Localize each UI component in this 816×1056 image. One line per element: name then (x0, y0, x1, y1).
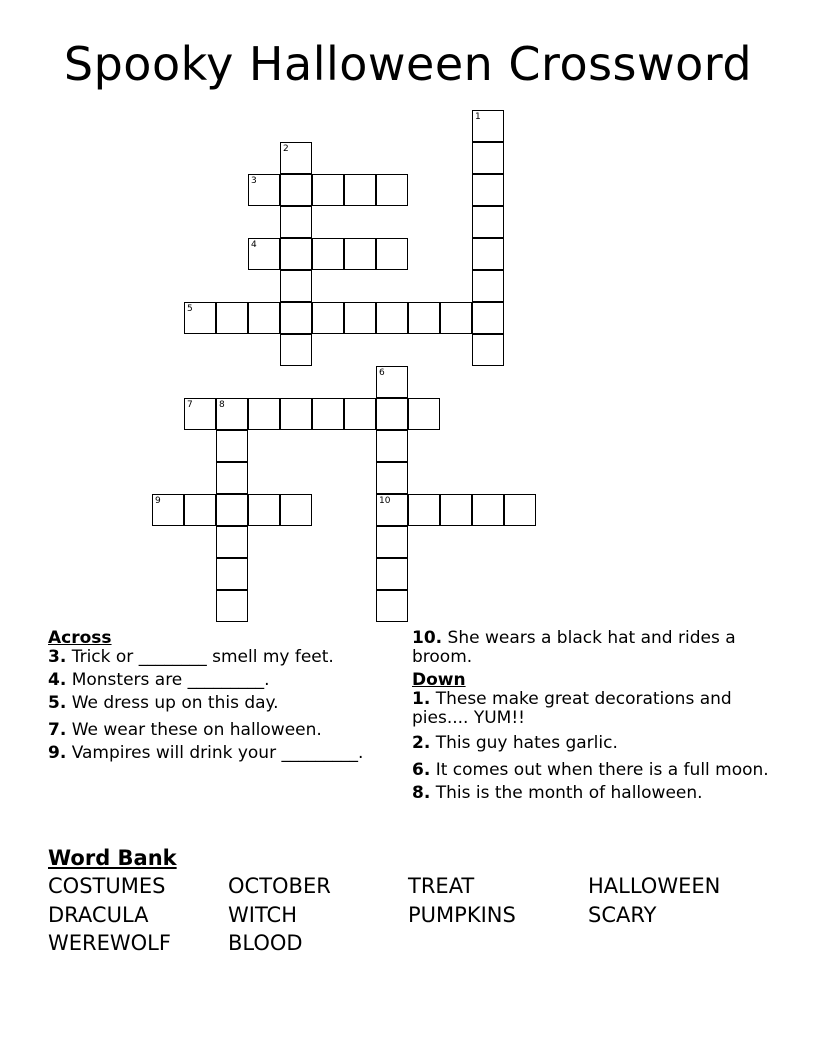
crossword-cell[interactable] (344, 398, 376, 430)
puzzle-title: Spooky Halloween Crossword (63, 37, 753, 91)
crossword-cell[interactable] (472, 142, 504, 174)
word-bank-item: OCTOBER (228, 874, 331, 898)
crossword-cell[interactable] (376, 174, 408, 206)
clues-right-column (412, 629, 772, 807)
crossword-cell[interactable] (376, 526, 408, 558)
crossword-cell[interactable] (280, 238, 312, 270)
crossword-cell[interactable] (248, 398, 280, 430)
crossword-cell[interactable] (216, 462, 248, 494)
crossword-cell[interactable] (312, 302, 344, 334)
crossword-cell[interactable] (472, 270, 504, 302)
crossword-cell[interactable] (408, 398, 440, 430)
crossword-cell[interactable] (280, 302, 312, 334)
word-bank-item: WITCH (228, 903, 298, 927)
clue-down-8: 8. This is the month of halloween. (412, 783, 703, 803)
crossword-cell[interactable] (408, 494, 440, 526)
crossword-cell[interactable] (280, 142, 312, 174)
crossword-cell[interactable] (280, 206, 312, 238)
clue-number: 4 (251, 240, 257, 250)
crossword-cell[interactable] (312, 174, 344, 206)
crossword-cell[interactable] (472, 238, 504, 270)
crossword-cell[interactable] (280, 334, 312, 366)
clue-number: 10 (379, 496, 391, 506)
clue-number: 1 (475, 112, 481, 122)
word-bank-item: SCARY (588, 903, 657, 927)
crossword-cell[interactable] (472, 334, 504, 366)
clues-left-column (48, 629, 408, 767)
crossword-cell[interactable] (184, 302, 216, 334)
clue-down-2: 2. This guy hates garlic. (412, 733, 618, 753)
crossword-cell[interactable] (472, 302, 504, 334)
word-bank-item: BLOOD (228, 931, 303, 955)
crossword-cell[interactable] (376, 590, 408, 622)
clue-down-6: 6. It comes out when there is a full moon. (412, 760, 769, 780)
crossword-cell[interactable] (504, 494, 536, 526)
crossword-cell[interactable] (376, 302, 408, 334)
clue-across-9: 9. Vampires will drink your _________. (48, 743, 364, 763)
crossword-cell[interactable] (472, 174, 504, 206)
crossword-cell[interactable] (280, 494, 312, 526)
word-bank-item: PUMPKINS (408, 903, 516, 927)
clue-across-10: 10. She wears a black hat and rides a broom. (412, 628, 736, 667)
crossword-cell[interactable] (280, 398, 312, 430)
crossword-cell[interactable] (376, 558, 408, 590)
crossword-cell[interactable] (344, 238, 376, 270)
crossword-cell[interactable] (312, 398, 344, 430)
crossword-cell[interactable] (344, 174, 376, 206)
crossword-cell[interactable] (376, 462, 408, 494)
clue-number: 2 (283, 144, 289, 154)
clue-number: 5 (187, 304, 193, 314)
crossword-cell[interactable] (472, 110, 504, 142)
crossword-cell[interactable] (472, 494, 504, 526)
crossword-cell[interactable] (280, 174, 312, 206)
clue-across-7: 7. We wear these on halloween. (48, 720, 322, 740)
word-bank-heading: Word Bank (48, 846, 177, 870)
crossword-cell[interactable] (248, 494, 280, 526)
crossword-cell[interactable] (184, 398, 216, 430)
clue-down-1: 1. These make great decorations and pies.... YUM!! (412, 689, 732, 728)
crossword-cell[interactable] (248, 302, 280, 334)
crossword-cell[interactable] (216, 558, 248, 590)
crossword-cell[interactable] (248, 174, 280, 206)
crossword-cell[interactable] (376, 366, 408, 398)
word-bank-item: WEREWOLF (48, 931, 171, 955)
crossword-cell[interactable] (440, 494, 472, 526)
clue-across-3: 3. Trick or ________ smell my feet. (48, 647, 334, 667)
word-bank-item: TREAT (408, 874, 475, 898)
clue-number: 3 (251, 176, 257, 186)
crossword-cell[interactable] (472, 206, 504, 238)
crossword-cell[interactable] (376, 430, 408, 462)
crossword-cell[interactable] (152, 494, 184, 526)
across-heading: Across (48, 628, 112, 648)
clue-number: 7 (187, 400, 193, 410)
clue-across-4: 4. Monsters are _________. (48, 670, 270, 690)
crossword-cell[interactable] (184, 494, 216, 526)
clue-number: 6 (379, 368, 385, 378)
crossword-cell[interactable] (312, 238, 344, 270)
crossword-cell[interactable] (216, 494, 248, 526)
word-bank-item: COSTUMES (48, 874, 166, 898)
crossword-cell[interactable] (440, 302, 472, 334)
crossword-cell[interactable] (376, 494, 408, 526)
crossword-cell[interactable] (216, 590, 248, 622)
crossword-cell[interactable] (216, 430, 248, 462)
down-heading: Down (412, 670, 466, 690)
crossword-cell[interactable] (216, 398, 248, 430)
crossword-cell[interactable] (248, 238, 280, 270)
crossword-cell[interactable] (344, 302, 376, 334)
crossword-cell[interactable] (408, 302, 440, 334)
crossword-cell[interactable] (216, 302, 248, 334)
crossword-cell[interactable] (216, 526, 248, 558)
word-bank-item: HALLOWEEN (588, 874, 721, 898)
crossword-cell[interactable] (376, 398, 408, 430)
clue-across-5: 5. We dress up on this day. (48, 693, 279, 713)
clue-number: 8 (219, 400, 225, 410)
word-bank-item: DRACULA (48, 903, 149, 927)
clue-number: 9 (155, 496, 161, 506)
crossword-cell[interactable] (376, 238, 408, 270)
crossword-cell[interactable] (280, 270, 312, 302)
